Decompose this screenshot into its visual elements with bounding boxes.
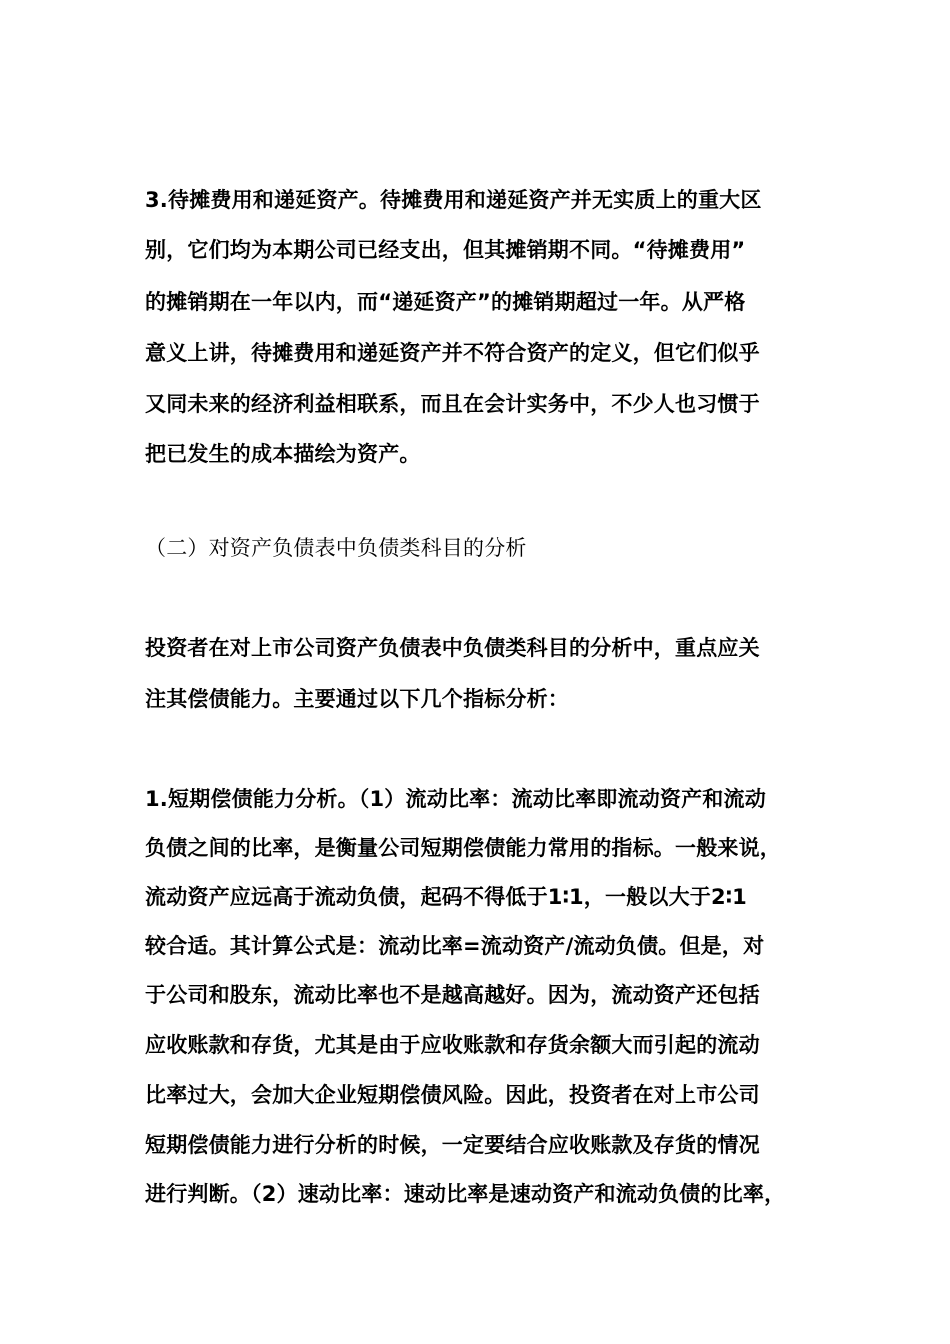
text-line: 注其偿债能力。主要通过以下几个指标分析： (145, 687, 569, 711)
text-line: 于公司和股东，流动比率也不是越高越好。因为，流动资产还包括 (145, 983, 760, 1007)
text-line: 短期偿债能力进行分析的时候，一定要结合应收账款及存货的情况 (145, 1133, 760, 1157)
text-line: 3.待摊费用和递延资产。待摊费用和递延资产并无实质上的重大区 (145, 188, 762, 212)
section-heading: （二）对资产负债表中负债类科目的分析 (145, 536, 527, 560)
text-line: 的摊销期在一年以内，而“递延资产”的摊销期超过一年。从严格 (145, 290, 746, 314)
text-line: 又同未来的经济利益相联系，而且在会计实务中，不少人也习惯于 (145, 392, 760, 416)
text-line: 负债之间的比率，是衡量公司短期偿债能力常用的指标。一般来说， (145, 836, 781, 860)
text-line: 别，它们均为本期公司已经支出，但其摊销期不同。“待摊费用” (145, 238, 746, 262)
text-line: 流动资产应远高于流动负债，起码不得低于1∶1，一般以大于2∶1 (145, 885, 747, 909)
text-line: 比率过大，会加大企业短期偿债风险。因此，投资者在对上市公司 (145, 1083, 760, 1107)
text-line: 1.短期偿债能力分析。（1）流动比率：流动比率即流动资产和流动 (145, 787, 766, 811)
text-line: 把已发生的成本描绘为资产。 (145, 442, 421, 466)
text-line: 意义上讲，待摊费用和递延资产并不符合资产的定义，但它们似乎 (145, 341, 760, 365)
text-line: 进行判断。（2）速动比率：速动比率是速动资产和流动负债的比率， (145, 1182, 786, 1206)
text-line: 投资者在对上市公司资产负债表中负债类科目的分析中，重点应关 (145, 636, 760, 660)
text-line: 应收账款和存货，尤其是由于应收账款和存货余额大而引起的流动 (145, 1033, 760, 1057)
text-line: 较合适。其计算公式是：流动比率=流动资产/流动负债。但是，对 (145, 934, 765, 958)
